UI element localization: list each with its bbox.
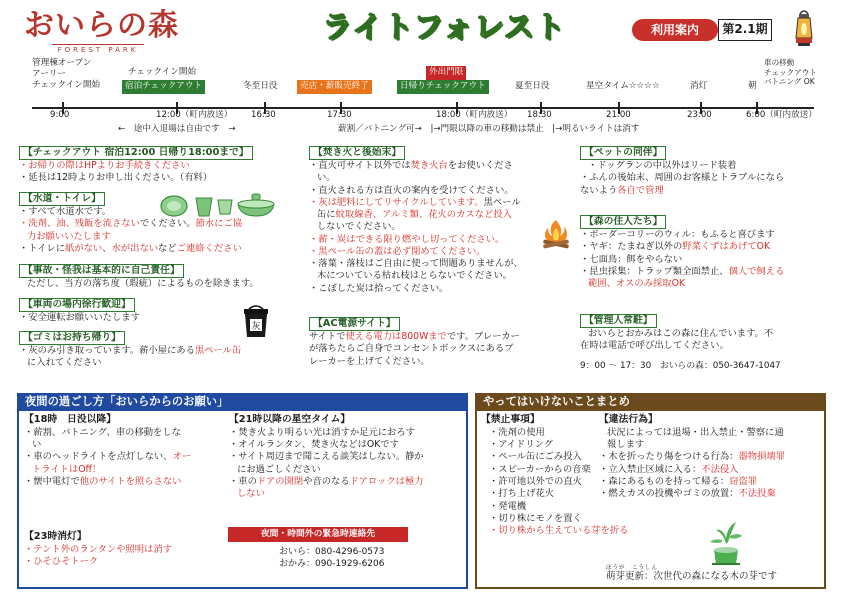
- night-23: [24, 531, 224, 568]
- section-accident: [19, 264, 307, 290]
- checkout-line: ・延長は12時よりお申し出ください。（有料）: [19, 172, 213, 184]
- night-subtitle: 【18時 日没以降】: [24, 414, 117, 425]
- logo: [24, 8, 179, 58]
- section-fire: 【焚き火と後始末】 ・直火可サイト以外では焚き火台をお使いくださ い。 ・直火される方は直火の案内を受けてください。 ・灰は肥料にしてリサイクルしています。黒ペール 缶に蚊取線香、アルミ類、花火のカスなど投入 しないでください。 ・薪・炭はできる限り燃やし切ってください。 ・黒ペール缶の蓋は必ず閉めてください。 ・落葉・落枝はご自由に使って問題ありませんが、 木についている枯れ枝はとらないでください。 ・こぼした炭は拾ってください。: [309, 146, 571, 295]
- prohibited-title: やってはいけないことまとめ: [475, 393, 826, 411]
- night-line: トライトはOff！: [32, 463, 102, 475]
- ac-line: レーカーを上げてください。: [309, 355, 430, 367]
- ban-item: ・許可地以外での直火: [489, 475, 582, 487]
- residents-line: ・七面鳥：餌をやらない: [580, 253, 683, 265]
- badge-shop-end: 売店・薪販売終了: [297, 80, 372, 94]
- night-18: 【18時 日没以降】 ・薪割、バトニング、車の移動をしな い ・車のヘッドライトを点灯しない、オー トライトはOff！ ・懐中電灯で他のサイトを照らさない: [24, 414, 224, 488]
- time-0900: 9:00: [50, 110, 70, 120]
- night-line: ・テント外のランタンや照明は消す: [24, 543, 172, 555]
- section-title: 【ゴミはお持ち帰り】: [19, 331, 125, 345]
- time-0600: 6:00（町内放送）: [746, 110, 817, 120]
- ban-item: ・洗剤の使用: [489, 426, 545, 438]
- residents-line: 範囲、オスのみ採取OK: [588, 278, 685, 290]
- svg-text:灰: 灰: [251, 322, 261, 332]
- fire-line: ・直火される方は直火の案内を受けてください。: [309, 184, 514, 196]
- sprouting-stump-icon: [706, 520, 746, 566]
- section-pet: 【ペットの同伴】 ・ドッグランの中以外はリード装着 ・ふんの後始末、周囲のお客様とトラブルになら ないよう各自で管理: [580, 146, 826, 197]
- fire-line: 木についている枯れ枝はとらないでください。: [317, 270, 513, 282]
- residents-line: ・ボーダーコリーのウィル：もふると喜びます: [580, 229, 775, 240]
- night-line: ・サイト周辺まで聞こえる談笑はしない。静か: [229, 451, 424, 463]
- footer-ruby: ぼうが こうしん: [606, 565, 659, 571]
- time-1630: 16:30: [251, 110, 276, 120]
- time-2100: 21:00: [606, 110, 631, 120]
- night-21: 【21時以降の星空タイム】 ・焚き火より明るい光は消すか足元におろす ・オイルランタン、焚き火などはOKです ・サイト周辺まで聞こえる談笑はしない。静か にお過ごしください ・車のドアの開閉や音のなるドアロックは極力 しない: [229, 414, 465, 501]
- pet-line: ・ドッグランの中以外はリード装着: [588, 160, 737, 171]
- section-staff: [580, 314, 826, 372]
- page-title: ライトフォレスト: [322, 10, 566, 45]
- night-line: い: [32, 439, 42, 451]
- section-title: 【焚き火と後始末】: [309, 146, 405, 160]
- badge-gate-curfew: 外出門限: [426, 66, 466, 80]
- emergency-contacts: [279, 547, 439, 571]
- time-2300: 23:00: [687, 110, 712, 120]
- emergency-contact-title: 夜間・時間外の緊急時連絡先: [228, 527, 408, 542]
- section-title: 【森の住人たち】: [580, 215, 666, 229]
- car-line: ・安全運転お願いいたします: [19, 312, 140, 323]
- section-title: 【AC電源サイト】: [309, 317, 400, 331]
- section-title: 【車両の場内徐行歓迎】: [19, 298, 135, 312]
- fire-line: ・落葉・落枝はご自由に使って問題ありませんが、: [309, 258, 523, 270]
- timeline-car-move: 車の移動 チェックアウト バトニング OK: [764, 58, 817, 86]
- section-title: 【ペットの同伴】: [580, 146, 666, 160]
- contact-line: おかみ：090-1929-6206: [279, 558, 385, 569]
- accident-line: ただし、当方の落ち度（瑕疵）によるものを除きます。: [27, 278, 259, 289]
- ban-item: ・切り株から生えている芽を折る: [489, 525, 629, 537]
- badge-day-checkout: 日帰りチェックアウト: [397, 80, 489, 94]
- section-title: 【チェックアウト 宿泊12:00 日帰り18:00まで】: [19, 146, 253, 160]
- logo-subtext: FOREST PARK: [52, 44, 144, 55]
- ban-subtitle: 【禁止事項】: [481, 414, 540, 425]
- staff-line: 在時は電話で呼び出してください。: [580, 340, 729, 352]
- timeline-early-open: 管理棟オープン アーリー チェックイン開始: [32, 58, 101, 90]
- period-badge: 第2.1期: [718, 19, 772, 41]
- section-residents: 【森の住人たち】 ・ボーダーコリーのウィル：もふると喜びます ・ヤギ：たまねぎ以外の野菜くずはあげてOK ・七面鳥：餌をやらない ・昆虫採集：トラップ類全面禁止、個人で飼える 範囲、オスのみ採取OK: [580, 215, 826, 290]
- dishes-icon: [160, 190, 278, 220]
- time-1800: 18:00（町内放送）: [436, 110, 513, 120]
- ban-item: ・切り株にモノを置く: [489, 512, 582, 524]
- garbage-line: に入れてください: [27, 357, 102, 369]
- water-line: 力お願いいたします: [27, 230, 111, 242]
- time-1830: 18:30: [527, 110, 552, 120]
- timeline-note-free-entry: ← 途中入退場は自由です →: [118, 124, 236, 134]
- night-line: しない: [237, 488, 265, 500]
- fire-line: ・薪・炭はできる限り燃やし切ってください。: [309, 233, 505, 245]
- night-title: 夜間の過ごし方「おいらからのお願い」: [17, 393, 468, 411]
- section-water: 【水道・トイレ】 ・すべて水道水です。 ・洗剤、油、残飯を流さないでください。節水にご協 力お願いいたします ・トイレに紙がない、水が出ないなどご連絡ください: [19, 192, 307, 255]
- section-title: 【水道・トイレ】: [19, 192, 105, 206]
- violation-subtitle: 【違法行為】: [599, 414, 658, 425]
- footer-sprout-note: 萌芽更新：次世代の森になる木の芽です: [606, 571, 778, 582]
- night-line: ・焚き火より明るい光は消すか足元におろす: [229, 426, 415, 438]
- night-line: ・薪割、バトニング、車の移動をしな: [24, 426, 181, 438]
- violation-line: 報します: [607, 439, 645, 451]
- timeline-starry-time: 星空タイム☆☆☆☆: [586, 81, 660, 91]
- timeline-summer-sunset: 夏至日没: [515, 81, 550, 91]
- logo-text: おいらの森: [24, 8, 179, 43]
- staff-contact: 9：00 ～ 17：30 おいらの森：050-3647-1047: [580, 360, 781, 371]
- section-checkout: [19, 146, 307, 185]
- ban-item: ・打ち上げ花火: [489, 488, 555, 500]
- contact-line: おいら：080-4296-0573: [279, 547, 385, 557]
- fire-line: い。: [317, 172, 336, 184]
- ash-pail-icon: [241, 303, 271, 339]
- ban-item: ・スピーカーからの音楽: [489, 463, 591, 475]
- section-title: 【事故・怪我は基本的に自己責任】: [19, 264, 184, 278]
- campfire-icon: [540, 218, 572, 250]
- violation-line: 状況によっては退場・出入禁止・警察に通: [607, 426, 784, 438]
- time-1200: 12:00（町内放送）: [156, 110, 233, 120]
- violation-list: 【違法行為】 状況によっては退場・出入禁止・警察に通 報します ・木を折ったり傷をつける行為：器物損壊罪 ・立入禁止区域に入る：不法侵入 ・森にあるものを持って帰る：窃盗罪 ・燃えカスの投機やゴミの放置：不法投棄: [599, 414, 823, 501]
- checkout-line: ・お帰りの際はHPよりお手続きください: [19, 160, 190, 171]
- section-garbage: 【ゴミはお持ち帰り】 ・灰のみ引き取っています。薪小屋にある黒ペール缶 に入れてください: [19, 331, 307, 370]
- staff-line: おいらとおかみはこの森に住んでいます。不: [588, 328, 774, 339]
- ban-item: ・ペール缶にごみ投入: [489, 451, 582, 463]
- timeline-lights-out: 消灯: [690, 81, 708, 91]
- timeline-note-rules: 薪割／バトニング可→ |→門限以降の車の移動は禁止 |→明るいライトは消す: [338, 124, 640, 134]
- water-line: ・すべて水道水です。: [19, 206, 112, 217]
- fire-line: ・こぼした炭は拾ってください。: [309, 282, 449, 294]
- night-line: ・オイルランタン、焚き火などはOKです: [229, 439, 399, 451]
- timeline-axis: [32, 107, 814, 109]
- section-title: 【管理人常駐】: [580, 314, 657, 328]
- time-1730: 17:30: [327, 110, 352, 120]
- night-line: にお過ごしください: [237, 463, 321, 475]
- night-subtitle: 【21時以降の星空タイム】: [229, 414, 351, 425]
- ban-item: ・アイドリング: [489, 439, 554, 451]
- ac-line: が落ちたらご自身でコンセントボックスにあるブ: [309, 343, 514, 355]
- section-ac-power: 【AC電源サイト】 サイトで使える電力は800Wまでです。ブレーカー が落ちたらご自身でコンセントボックスにあるブ レーカーを上げてください。: [309, 317, 571, 368]
- timeline-winter-sunset: 冬至日没: [243, 81, 278, 91]
- night-line: ・ひそひそトーク: [24, 556, 99, 568]
- timeline-checkin-start: チェックイン開始: [128, 67, 197, 77]
- ban-item: ・発電機: [489, 500, 527, 512]
- fire-line: しないでください。: [317, 221, 401, 233]
- fire-line: ・黒ペール缶の蓋は必ず閉めてください。: [309, 245, 486, 257]
- night-subtitle: 【23時消灯】: [24, 531, 87, 542]
- badge-stay-checkout: 宿泊チェックアウト: [122, 80, 205, 94]
- guide-badge: 利用案内: [632, 19, 718, 41]
- timeline-morning: 朝: [748, 81, 757, 91]
- lantern-icon: [793, 8, 815, 48]
- pet-line: ・ふんの後始末、周囲のお客様とトラブルになら: [580, 172, 785, 184]
